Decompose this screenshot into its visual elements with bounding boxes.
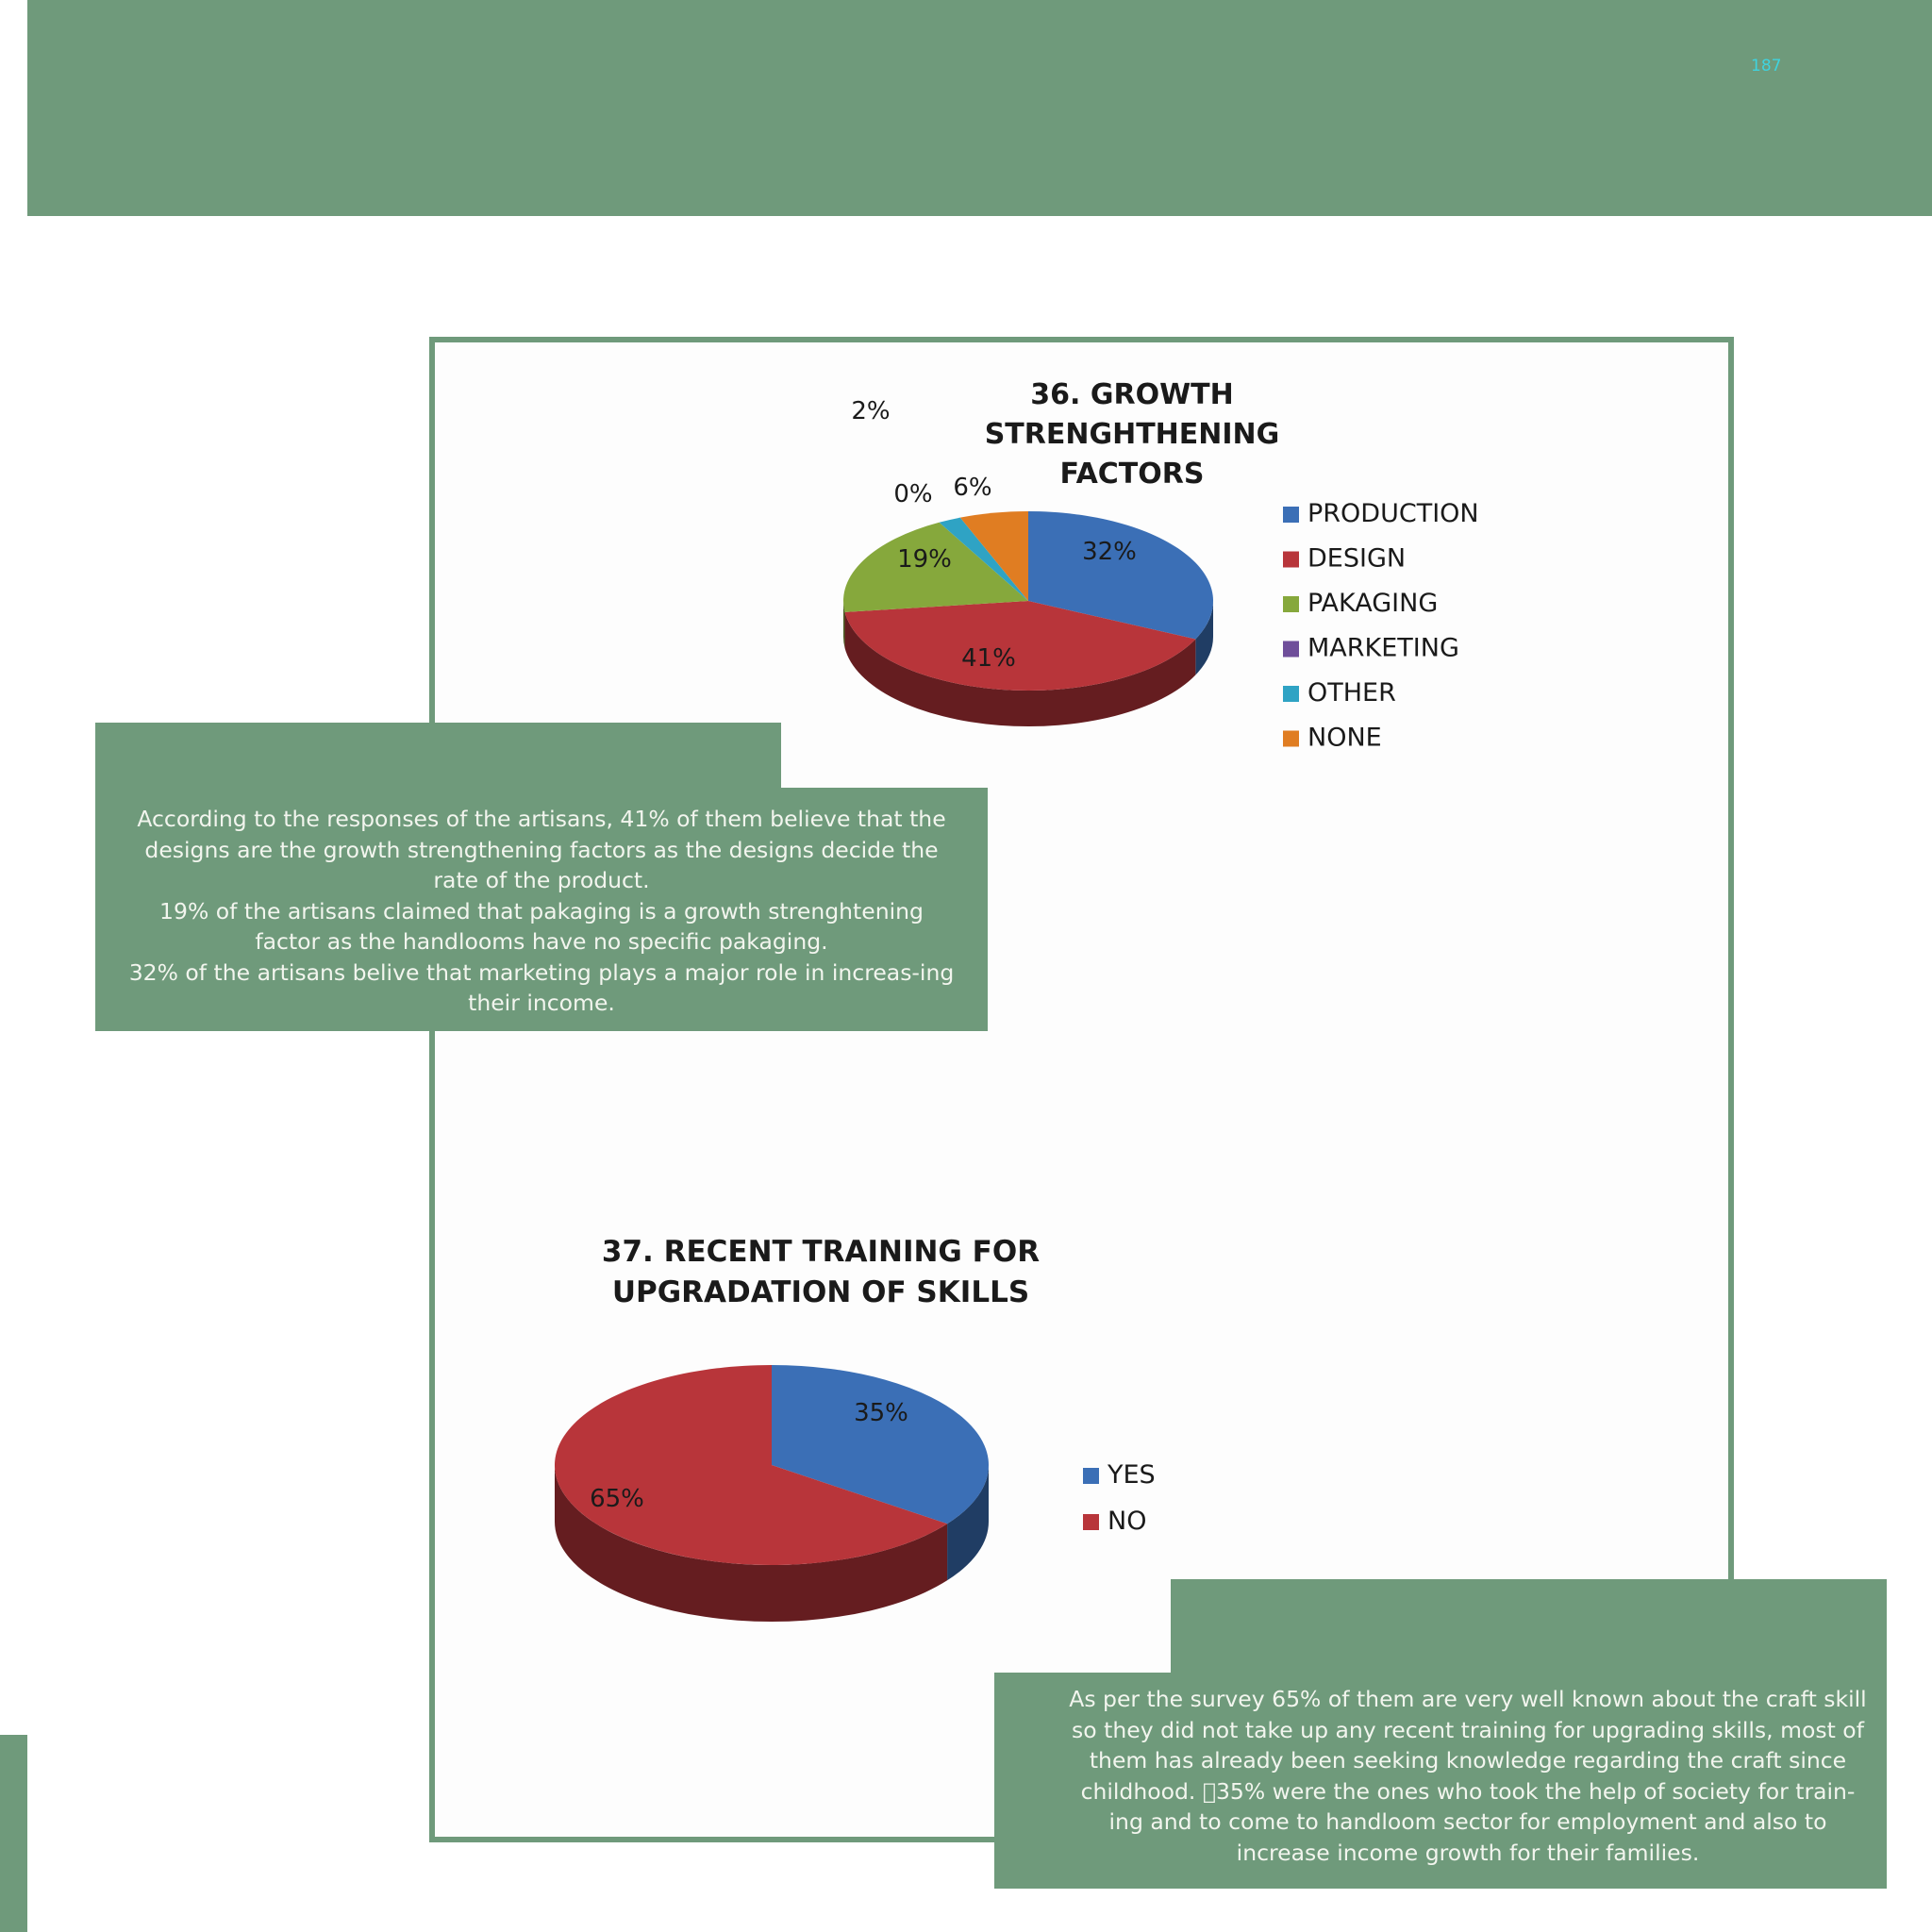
data-label-yes: 35% (854, 1399, 908, 1427)
training-note (994, 1673, 1887, 1889)
data-label-design: 41% (961, 644, 1016, 673)
legend-label-pakaging: PAKAGING (1307, 589, 1439, 618)
growth-factors-note (95, 788, 988, 1031)
growth-note-para-3: 32% of the artisans belive that marketing plays a major role in increas-ing their income. (128, 958, 955, 1016)
training-note-para-1: As per the survey 65% of them are very well known about the craft skill so they did not take up any recent training for upgrading skills, most of them has already been seeking knowledge regarding the craft since childhood. 35% were the ones who took the help of society for train-ing and to come to handloom sector for employment and also to increase income growth for their families. (1069, 1686, 1867, 1866)
legend-swatch-yes (1083, 1468, 1099, 1484)
legend-label-no: NO (1108, 1507, 1147, 1536)
data-label-no: 65% (590, 1485, 644, 1513)
training-note-tab (1171, 1579, 1887, 1674)
chart-37-title-line-1: 37. RECENT TRAINING FOR (601, 1235, 1041, 1269)
data-label-none: 6% (953, 474, 992, 502)
chart-36-title-line-1: 36. GROWTH STRENGHTHENING (984, 378, 1280, 451)
legend-label-production: PRODUCTION (1307, 499, 1479, 528)
chart-37-title-line-2: UPGRADATION OF SKILLS (611, 1275, 1030, 1310)
page-number: 187 (1751, 57, 1782, 75)
data-label-marketing: 0% (893, 480, 933, 508)
legend-label-marketing: MARKETING (1307, 633, 1459, 663)
legend-label-none: NONE (1307, 723, 1382, 753)
data-label-production: 32% (1082, 538, 1137, 566)
legend-label-yes: YES (1108, 1460, 1156, 1490)
growth-note-tab (95, 723, 781, 789)
legend-label-design: DESIGN (1307, 543, 1407, 574)
growth-note-para-2: 19% of the artisans claimed that pakaging is a growth strenghtening factor as the handlooms have no specific pakaging. (159, 897, 924, 955)
growth-note-para-1: According to the responses of the artisans, 41% of them believe that the designs are the growth strengthening factors as the designs decide the rate of the product. (137, 806, 946, 893)
chart-36-title-line-2: FACTORS (1059, 458, 1205, 491)
data-label-other: 2% (851, 397, 891, 425)
legend-label-other: OTHER (1307, 678, 1396, 708)
data-label-pakaging: 19% (897, 545, 952, 574)
legend-swatch-no (1083, 1514, 1099, 1530)
